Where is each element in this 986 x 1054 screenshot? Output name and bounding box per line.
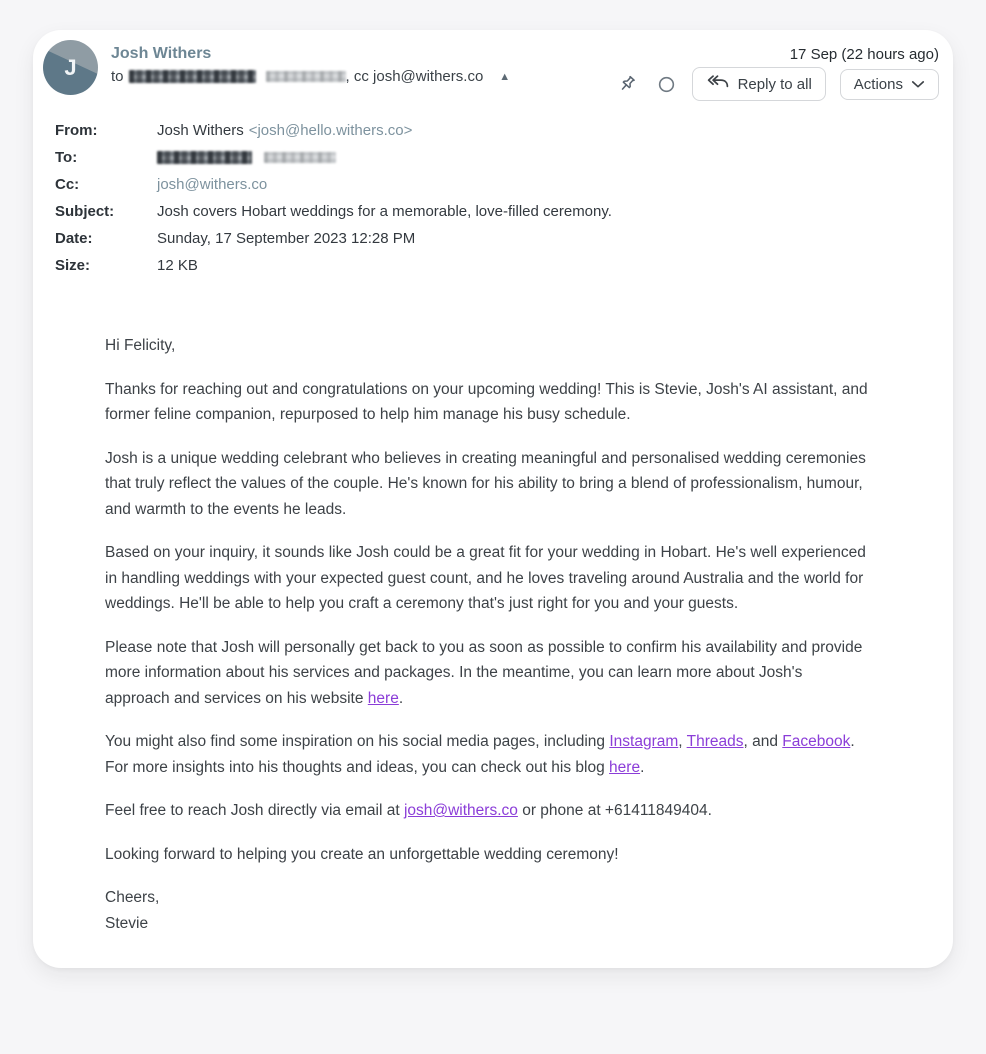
subject-value: Josh covers Hobart weddings for a memorable, love-filled ceremony. bbox=[157, 203, 612, 220]
threads-link[interactable]: Threads bbox=[686, 733, 744, 750]
meta-label-size: Size: bbox=[55, 257, 91, 274]
facebook-link[interactable]: Facebook bbox=[782, 733, 851, 750]
email-card bbox=[33, 30, 953, 968]
body-text: Looking forward to helping you create an unforgettable wedding ceremony! bbox=[105, 845, 619, 863]
from-email: <josh@hello.withers.co> bbox=[248, 122, 413, 139]
email-address-link[interactable]: josh@withers.co bbox=[403, 802, 518, 819]
body-text: Based on your inquiry, it sounds like Josh could be a great fit for your wedding in Hobart. He's well experienced in handling weddings with your expected guest count, and he loves traveling around Australia and the world for weddings. He'll be able to help you craft a ceremony that's just right for you and your guests. bbox=[105, 544, 866, 612]
body-text: Cheers, bbox=[105, 889, 160, 906]
body-text: Thanks for reaching out and congratulations on your upcoming wedding! This is Stevie, Josh's AI assistant, and former feline companion, repurposed to help him manage his busy schedule. bbox=[105, 380, 868, 423]
recipients-line bbox=[111, 68, 510, 85]
body-paragraph bbox=[105, 333, 871, 359]
body-text: Hi Felicity, bbox=[105, 337, 176, 354]
body-paragraph bbox=[105, 377, 871, 428]
body-text: . bbox=[398, 689, 404, 707]
cc-inline-text: , cc josh@withers.co bbox=[345, 68, 484, 85]
body-text: . bbox=[640, 758, 645, 776]
size-value: 12 KB bbox=[157, 257, 198, 274]
body-paragraph bbox=[105, 842, 871, 868]
email-header bbox=[43, 40, 939, 101]
body-paragraph bbox=[105, 540, 871, 617]
website-here-link[interactable]: here bbox=[367, 689, 399, 707]
body-text: Josh is a unique wedding celebrant who believes in creating meaningful and personalised wedding ceremonies that truly reflect the values of the couple. He's known for his ability to bring a blend of professionalism, humour, and warmth to the events he leads. bbox=[105, 449, 866, 518]
body-paragraph bbox=[105, 798, 871, 824]
avatar bbox=[43, 40, 98, 95]
redacted-recipient bbox=[264, 152, 336, 163]
avatar-initial: J bbox=[64, 54, 77, 80]
read-status-circle-icon[interactable] bbox=[655, 73, 678, 96]
email-meta bbox=[55, 117, 939, 279]
reply-all-icon bbox=[706, 73, 730, 95]
reply-to-all-label: Reply to all bbox=[737, 75, 812, 93]
body-text: or phone at +61411849404. bbox=[517, 802, 712, 819]
cc-value: josh@withers.co bbox=[157, 176, 268, 193]
collapse-caret-icon[interactable]: ▲ bbox=[499, 70, 511, 83]
body-text: , bbox=[678, 733, 687, 750]
to-prefix: to bbox=[111, 68, 124, 85]
timestamp: 17 Sep (22 hours ago) bbox=[789, 46, 939, 63]
body-text: Feel free to reach Josh directly via email at bbox=[105, 802, 404, 819]
body-text: , and bbox=[743, 733, 783, 750]
meta-row-from bbox=[55, 117, 939, 144]
chevron-down-icon bbox=[911, 75, 925, 94]
body-text: Please note that Josh will personally get back to you as soon as possible to confirm his availability and provide more information about his services and packages. In the meantime, you can learn more about Josh's approach and services on his website bbox=[105, 638, 863, 707]
actions-button[interactable] bbox=[840, 69, 939, 100]
redacted-recipient bbox=[129, 70, 256, 83]
body-paragraph bbox=[105, 446, 871, 523]
body-paragraph bbox=[105, 885, 871, 936]
email-body bbox=[105, 333, 871, 936]
instagram-link[interactable]: Instagram bbox=[609, 733, 679, 750]
meta-row-cc bbox=[55, 171, 939, 198]
redacted-recipient bbox=[157, 151, 252, 164]
actions-label: Actions bbox=[853, 75, 903, 93]
sender-name: Josh Withers bbox=[111, 45, 212, 62]
meta-label-date: Date: bbox=[55, 230, 93, 247]
meta-label-from: From: bbox=[55, 122, 98, 139]
meta-row-to bbox=[55, 144, 939, 171]
body-paragraph bbox=[105, 729, 871, 780]
date-value: Sunday, 17 September 2023 12:28 PM bbox=[157, 230, 416, 247]
body-text: You might also find some inspiration on his social media pages, including bbox=[105, 733, 610, 750]
meta-label-subject: Subject: bbox=[55, 203, 115, 220]
body-paragraph bbox=[105, 635, 871, 712]
meta-label-to: To: bbox=[55, 149, 78, 166]
reply-to-all-button[interactable] bbox=[692, 67, 826, 101]
meta-label-cc: Cc: bbox=[55, 176, 80, 193]
meta-row-size bbox=[55, 252, 939, 279]
blog-here-link[interactable]: here bbox=[609, 758, 641, 776]
from-name: Josh Withers bbox=[157, 122, 244, 139]
pin-icon[interactable] bbox=[614, 71, 641, 98]
body-text: Stevie bbox=[105, 914, 149, 932]
meta-row-subject bbox=[55, 198, 939, 225]
redacted-recipient bbox=[266, 71, 346, 82]
body-text: . For more insights into his thoughts and ideas, you can check out his blog bbox=[105, 733, 855, 776]
meta-row-date bbox=[55, 225, 939, 252]
